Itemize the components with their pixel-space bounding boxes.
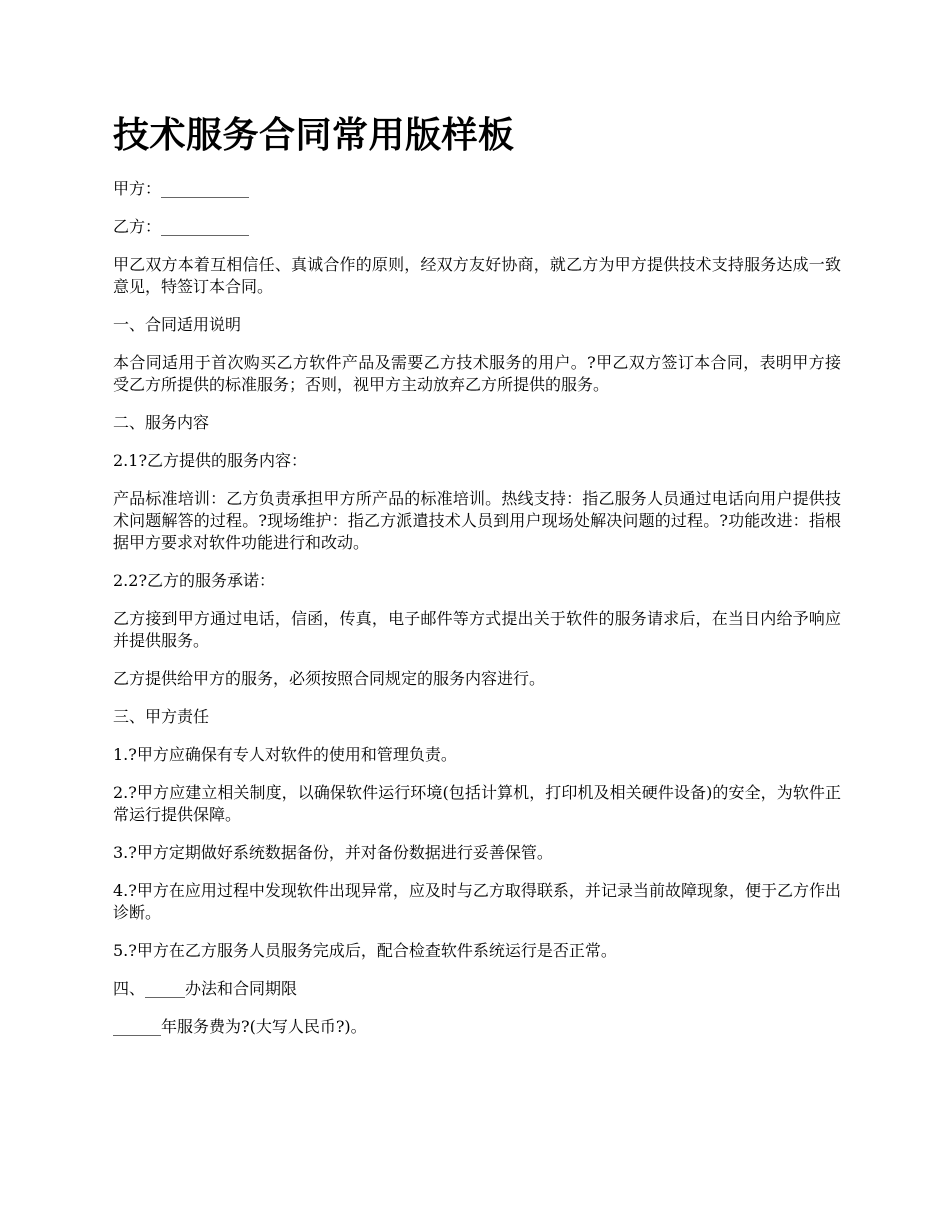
subsection-heading-2-2: 2.2?乙方的服务承诺： xyxy=(113,571,276,590)
section-heading-4: 四、_____办法和合同期限 xyxy=(113,979,298,998)
section-heading-3: 三、甲方责任 xyxy=(113,707,210,726)
responsibility-item-1: 1.?甲方应确保有专人对软件的使用和管理负责。 xyxy=(113,745,457,764)
section-heading-1: 一、合同适用说明 xyxy=(113,315,242,334)
party-b-line: 乙方：___________ xyxy=(113,217,250,236)
service-fee-line: ______年服务费为?(大写人民币?)。 xyxy=(113,1017,367,1036)
subsection-2-1-paragraph: 产品标准培训：乙方负责承担甲方所产品的标准培训。热线支持：指乙服务人员通过电话向用户提供技术问题解答的过程。?现场维护：指乙方派遣技术人员到用户现场处解决问题的过程。?功能改进：指根据甲方要求对软件功能进行和改动。 xyxy=(113,489,841,552)
subsection-2-2-paragraph-2: 乙方提供给甲方的服务，必须按照合同规定的服务内容进行。 xyxy=(113,669,546,688)
responsibility-item-5: 5.?甲方在乙方服务人员服务完成后，配合检查软件系统运行是否正常。 xyxy=(113,941,617,960)
document-page xyxy=(113,112,841,1054)
section-heading-2: 二、服务内容 xyxy=(113,413,210,432)
subsection-2-2-paragraph: 乙方接到甲方通过电话，信函，传真，电子邮件等方式提出关于软件的服务请求后，在当日内给予响应并提供服务。 xyxy=(113,609,841,650)
responsibility-item-4: 4.?甲方在应用过程中发现软件出现异常，应及时与乙方取得联系，并记录当前故障现象，便于乙方作出诊断。 xyxy=(113,881,841,922)
preamble-paragraph: 甲乙双方本着互相信任、真诚合作的原则，经双方友好协商，就乙方为甲方提供技术支持服务达成一致意见，特签订本合同。 xyxy=(113,255,841,296)
section-1-paragraph: 本合同适用于首次购买乙方软件产品及需要乙方技术服务的用户。?甲乙双方签订本合同，表明甲方接受乙方所提供的标准服务；否则，视甲方主动放弃乙方所提供的服务。 xyxy=(113,353,841,394)
party-a-line: 甲方：___________ xyxy=(113,179,250,198)
responsibility-item-2: 2.?甲方应建立相关制度，以确保软件运行环境(包括计算机，打印机及相关硬件设备)的安全，为软件正常运行提供保障。 xyxy=(113,783,841,824)
responsibility-item-3: 3.?甲方定期做好系统数据备份，并对备份数据进行妥善保管。 xyxy=(113,843,553,862)
subsection-heading-2-1: 2.1?乙方提供的服务内容： xyxy=(113,451,308,470)
document-title: 技术服务合同常用版样板 xyxy=(113,115,515,156)
